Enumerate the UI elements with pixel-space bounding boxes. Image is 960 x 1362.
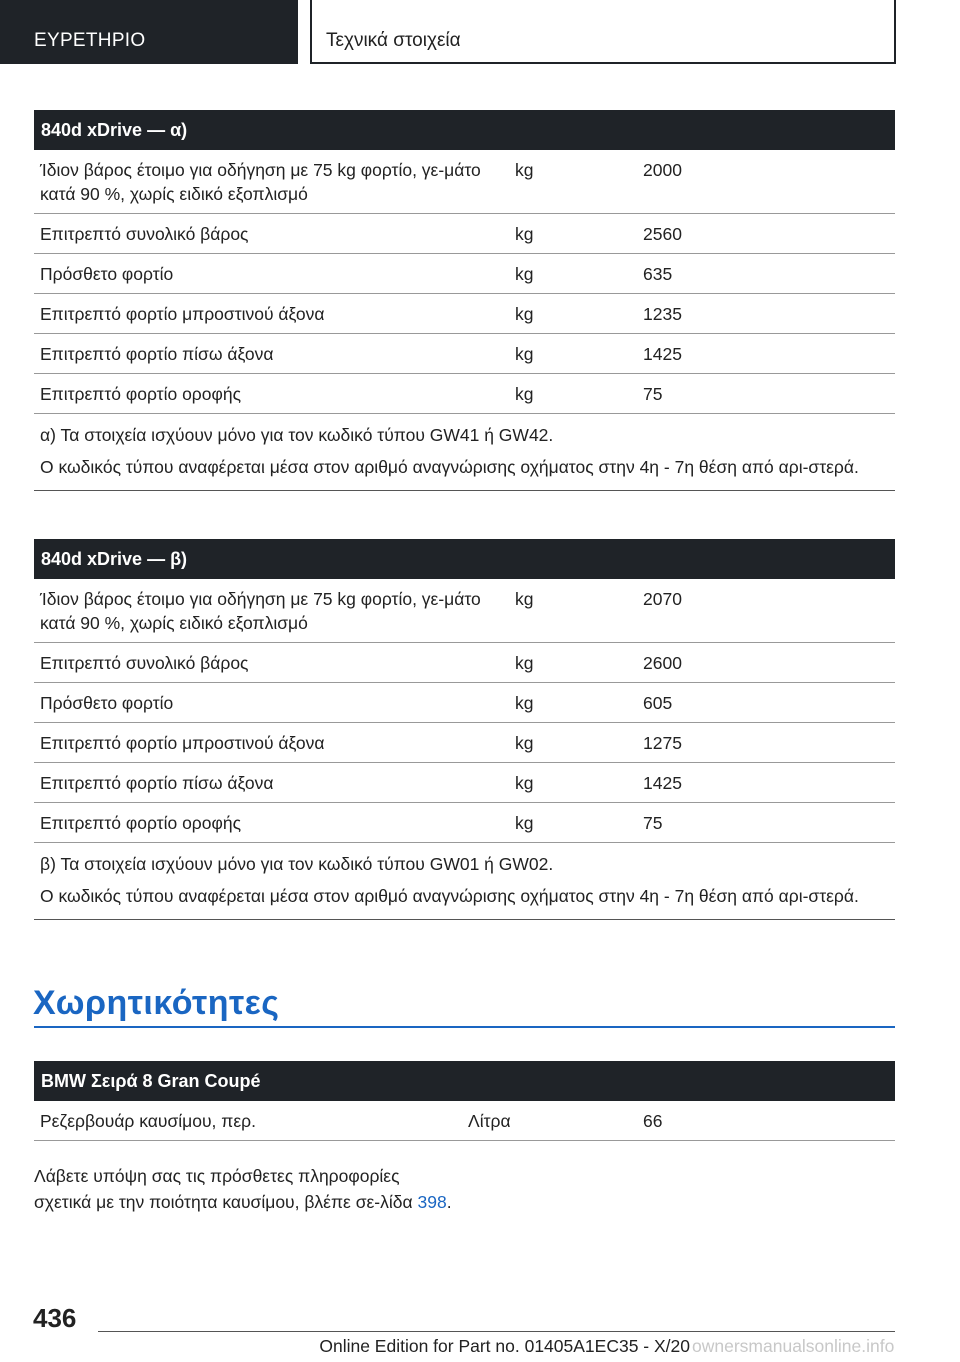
table-row [34,763,895,803]
table-row [34,683,895,723]
row-value: 605 [643,693,673,713]
table-row [34,254,895,294]
row-label: Επιτρεπτό φορτίο οροφής [40,813,242,833]
page-reference-link[interactable]: 398 [417,1192,447,1212]
table-row [34,150,895,214]
row-value: 1235 [643,304,682,324]
row-value: 2600 [643,653,682,673]
row-unit: kg [515,693,534,713]
row-label: Επιτρεπτό φορτίο μπροστινού άξονα [40,304,325,324]
footnote-applicability: α) Τα στοιχεία ισχύουν μόνο για τον κωδικό τύπου GW41 ή GW42. [40,425,554,445]
row-label: Ίδιον βάρος έτοιμο για οδήγηση με 75 kg φορτίο, γε-μάτο κατά 90 %, χωρίς ειδικό εξοπλισμό [40,589,481,633]
table-capacities [34,1061,895,1141]
row-value: 1275 [643,733,682,753]
row-unit: kg [515,384,534,404]
section-divider [34,1026,895,1028]
row-value: 75 [643,813,663,833]
table-row [34,374,895,414]
row-unit: Λίτρα [468,1111,511,1131]
row-value: 2000 [643,160,682,180]
row-label: Πρόσθετο φορτίο [40,693,174,713]
row-unit: kg [515,653,534,673]
row-unit: kg [515,733,534,753]
row-unit: kg [515,813,534,833]
footnote-type-code: Ο κωδικός τύπου αναφέρεται μέσα στον αριθμό αναγνώρισης οχήματος στην 4η - 7η θέση από αρι-στερά. [40,457,859,477]
row-unit: kg [515,344,534,364]
header-index-tab[interactable] [0,0,298,64]
footer-divider [98,1331,895,1332]
header-section-tab [310,0,896,64]
row-label: Ίδιον βάρος έτοιμο για οδήγηση με 75 kg φορτίο, γε-μάτο κατά 90 %, χωρίς ειδικό εξοπλισμό [40,160,481,204]
section-title: Χωρητικότητες [33,984,280,1022]
table-840d-b [34,539,895,920]
table-840d-a [34,110,895,491]
table-row [34,1101,895,1141]
table-footnote [34,843,895,920]
table-row [34,643,895,683]
row-label: Επιτρεπτό φορτίο μπροστινού άξονα [40,733,325,753]
row-unit: kg [515,589,534,609]
header-index-label: ΕΥΡΕΤΗΡΙΟ [34,30,146,51]
row-unit: kg [515,264,534,284]
table-title: 840d xDrive — α) [34,110,895,150]
fuel-quality-note [34,1163,454,1215]
row-label: Επιτρεπτό συνολικό βάρος [40,224,249,244]
row-label: Επιτρεπτό συνολικό βάρος [40,653,249,673]
footer-edition: Online Edition for Part no. 01405A1EC35 - X/20 [319,1336,690,1356]
page-number: 436 [33,1303,77,1333]
row-unit: kg [515,304,534,324]
table-row [34,214,895,254]
row-unit: kg [515,224,534,244]
row-value: 2560 [643,224,682,244]
row-value: 1425 [643,344,682,364]
row-value: 1425 [643,773,682,793]
table-title: BMW Σειρά 8 Gran Coupé [34,1061,895,1101]
row-unit: kg [515,773,534,793]
note-text: Λάβετε υπόψη σας τις πρόσθετες πληροφορίες σχετικά με την ποιότητα καυσίμου, βλέπε σε-λίδα [34,1166,413,1212]
table-footnote [34,414,895,491]
table-title: 840d xDrive — β) [34,539,895,579]
table-row [34,294,895,334]
row-label: Επιτρεπτό φορτίο πίσω άξονα [40,344,274,364]
table-row [34,334,895,374]
footnote-type-code: Ο κωδικός τύπου αναφέρεται μέσα στον αριθμό αναγνώρισης οχήματος στην 4η - 7η θέση από αρι-στερά. [40,886,859,906]
footnote-applicability: β) Τα στοιχεία ισχύουν μόνο για τον κωδικό τύπου GW01 ή GW02. [40,854,554,874]
header-section-label: Τεχνικά στοιχεία [326,30,461,51]
row-value: 66 [643,1111,663,1131]
row-unit: kg [515,160,534,180]
note-end: . [446,1192,452,1212]
row-value: 75 [643,384,663,404]
table-row [34,723,895,763]
row-value: 635 [643,264,673,284]
row-label: Ρεζερβουάρ καυσίμου, περ. [40,1111,256,1131]
footer-watermark: ownersmanualsonline.info [692,1336,895,1356]
row-value: 2070 [643,589,682,609]
row-label: Πρόσθετο φορτίο [40,264,174,284]
row-label: Επιτρεπτό φορτίο οροφής [40,384,242,404]
table-row [34,579,895,643]
row-label: Επιτρεπτό φορτίο πίσω άξονα [40,773,274,793]
table-row [34,803,895,843]
